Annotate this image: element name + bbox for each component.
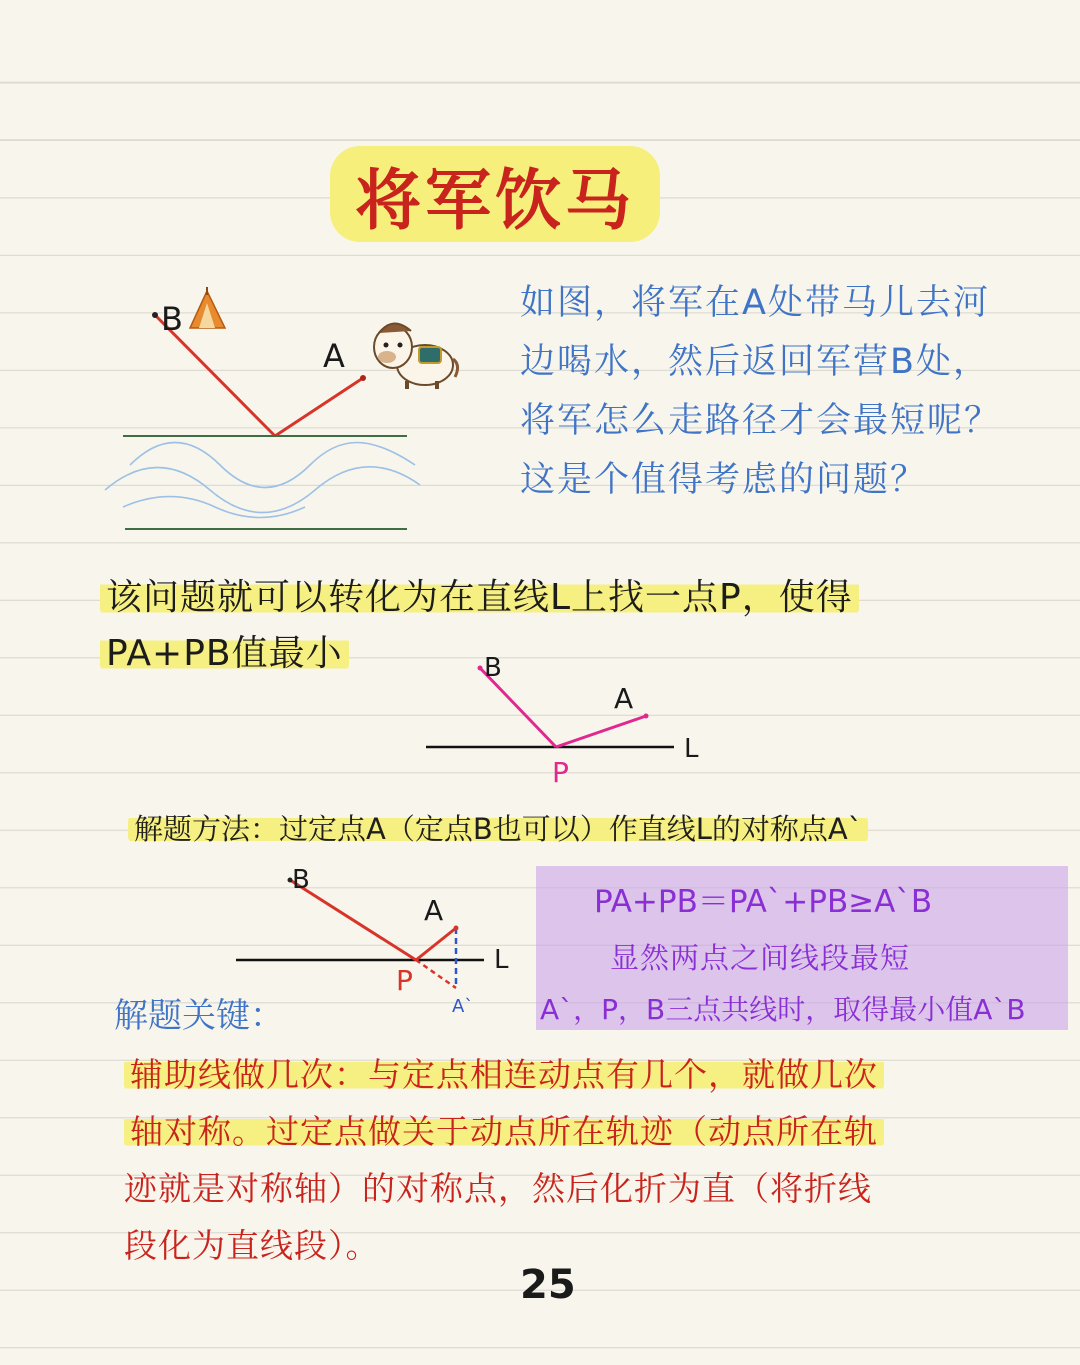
path-river-to-a <box>275 378 363 436</box>
key-line: 辅助线做几次：与定点相连动点有几个，就做几次 <box>124 1055 884 1094</box>
point-a <box>360 375 366 381</box>
key-line: 段化为直线段）。 <box>124 1226 380 1265</box>
figure-river-diagram <box>95 285 455 545</box>
label-b: B <box>161 300 183 338</box>
intro-paragraph <box>520 274 1030 510</box>
segment-pa <box>416 928 456 960</box>
label-b: B <box>292 865 310 895</box>
river-wave <box>105 467 420 513</box>
tent-icon <box>190 287 225 328</box>
key-line: 轴对称。过定点做关于动点所在轨迹（动点所在轨 <box>124 1112 884 1151</box>
intro-line: 如图，将军在A处带马儿去河 <box>520 283 990 323</box>
problem-line: 该问题就可以转化为在直线L上找一点P，使得 <box>100 577 859 618</box>
page-title: 将军饮马 <box>330 146 660 242</box>
key-line: 迹就是对称轴）的对称点，然后化折为直（将折线 <box>124 1169 872 1208</box>
segment-pa <box>556 716 646 747</box>
point-a <box>454 926 459 931</box>
label-p: P <box>396 964 413 997</box>
river-wave <box>130 443 415 488</box>
equation-line: 显然两点之间线段最短 <box>610 941 911 975</box>
intro-line: 将军怎么走路径才会最短呢？ <box>520 401 1002 441</box>
point-a <box>644 714 649 719</box>
segment-pa-prime <box>416 960 456 988</box>
figure-line-l-diagram <box>420 650 720 795</box>
equation-line: A`，P，B三点共线时，取得最小值A`B <box>540 993 1026 1026</box>
label-a: A <box>424 894 444 927</box>
intro-line: 这是个值得考虑的问题？ <box>520 460 928 500</box>
label-a-prime: A` <box>452 996 474 1017</box>
key-paragraph <box>124 1046 1024 1274</box>
label-b: B <box>484 653 502 683</box>
label-l: L <box>684 734 699 764</box>
equation-line: PA+PB＝PA`+PB≥A`B <box>594 884 933 920</box>
label-a: A <box>614 682 634 715</box>
horse-icon <box>374 323 458 389</box>
method-text: 解题方法：过定点A（定点B也可以）作直线L的对称点A` <box>128 812 868 846</box>
page-number: 25 <box>520 1262 576 1308</box>
river-wave <box>123 497 305 518</box>
intro-line: 边喝水，然后返回军营B处， <box>520 342 991 382</box>
point-b <box>478 666 483 671</box>
solution-method <box>128 806 868 852</box>
key-label: 解题关键： <box>114 996 284 1036</box>
problem-line: PA+PB值最小 <box>100 633 349 674</box>
label-a: A <box>323 337 345 375</box>
point-b <box>152 312 158 318</box>
label-p: P <box>552 756 569 789</box>
label-l: L <box>494 945 509 975</box>
